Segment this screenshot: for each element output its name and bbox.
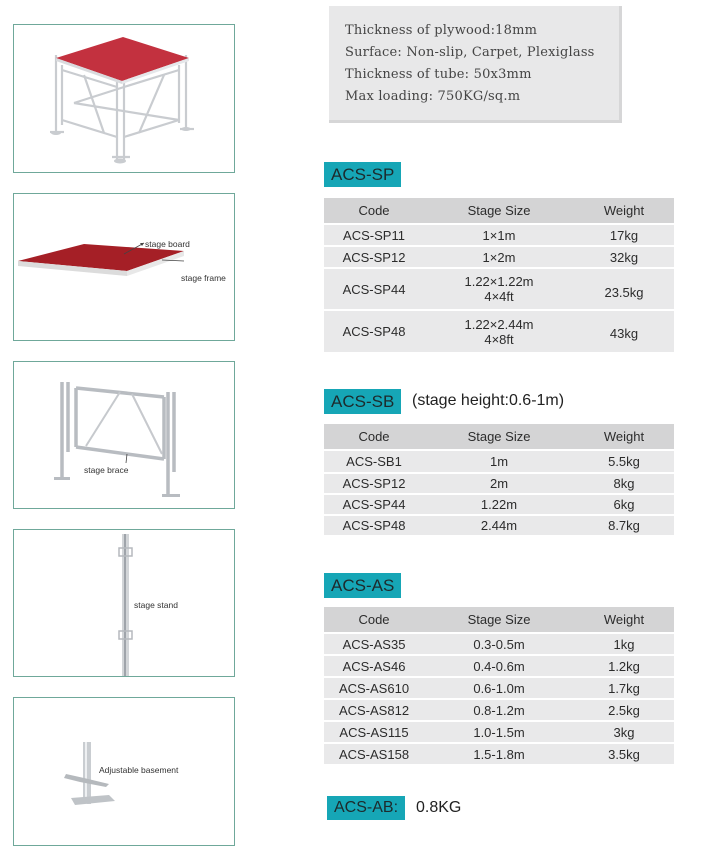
cell-code: ACS-SP48 (342, 518, 406, 533)
cell-code: ACS-AS610 (338, 680, 410, 696)
header-weight: Weight (603, 429, 645, 444)
acs-ab-weight: 0.8KG (416, 799, 462, 816)
table-row (324, 700, 674, 722)
table-row (324, 269, 674, 311)
cell-weight: 43kg (609, 326, 639, 341)
table-row (324, 474, 674, 495)
stage-stand-illustration (14, 530, 235, 677)
stage-brace-image (13, 361, 235, 509)
cell-code: ACS-SP12 (342, 476, 406, 491)
table-row (324, 744, 674, 766)
cell-size: 0.4-0.6m (473, 658, 525, 674)
cell-size: 2m (489, 476, 509, 491)
section-tag-acs-ab: ACS-AB: (327, 796, 405, 820)
table-row (324, 451, 674, 474)
cell-code: ACS-SP44 (342, 497, 406, 512)
cell-size-imperial: 4×8ft (484, 331, 514, 347)
stage-board-callout: stage board (145, 239, 190, 249)
stage-brace-callout: stage brace (84, 465, 129, 475)
cell-size: 0.3-0.5m (473, 636, 525, 652)
cell-weight: 32kg (609, 249, 639, 265)
cell-weight: 3kg (613, 724, 635, 740)
cell-size: 1×2m (482, 249, 516, 265)
table-row (324, 311, 674, 354)
cell-size-metric: 1.22×1.22m (464, 274, 534, 289)
table-acs-sp (324, 198, 674, 354)
cell-size: 0.8-1.2m (473, 702, 525, 718)
cell-size: 0.6-1.0m (473, 680, 525, 696)
header-code: Code (358, 203, 390, 218)
adjustable-basement-image (13, 697, 235, 846)
stage-platform-image (13, 24, 235, 173)
table-acs-sb (324, 424, 674, 537)
cell-size-metric: 1.22×2.44m (464, 316, 534, 332)
table-row (324, 247, 674, 269)
header-weight: Weight (603, 612, 645, 627)
header-code: Code (358, 429, 390, 444)
cell-size-imperial: 4×4ft (484, 289, 514, 304)
cell-code: ACS-AS35 (342, 636, 406, 652)
cell-weight: 1.7kg (608, 680, 640, 696)
table-header (324, 607, 674, 634)
cell-size: 1.22m (480, 497, 518, 512)
header-stage-size: Stage Size (467, 203, 531, 218)
table-header (324, 198, 674, 225)
header-code: Code (358, 612, 390, 627)
table-row (324, 516, 674, 537)
stage-board-illustration (14, 194, 235, 341)
table-row (324, 678, 674, 700)
table-row (324, 722, 674, 744)
section-tag-acs-sp: ACS-SP (324, 162, 401, 187)
stage-platform-illustration (14, 25, 235, 173)
table-row (324, 634, 674, 656)
spec-surface: Surface: Non-slip, Carpet, Plexiglass (345, 45, 595, 60)
cell-size: 2.44m (480, 518, 518, 533)
cell-size: 1.0-1.5m (473, 724, 525, 740)
header-stage-size: Stage Size (467, 612, 531, 627)
cell-weight: 23.5kg (604, 284, 644, 300)
cell-code: ACS-AS46 (342, 658, 406, 674)
cell-weight: 17kg (609, 227, 639, 243)
table-acs-as (324, 607, 674, 766)
cell-weight: 1.2kg (608, 658, 640, 674)
cell-code: ACS-SP48 (342, 324, 406, 339)
spec-max-loading: Max loading: 750KG/sq.m (345, 89, 521, 104)
stage-stand-image (13, 529, 235, 677)
stage-brace-illustration (14, 362, 235, 509)
section-tag-acs-sb: ACS-SB (324, 389, 401, 414)
section-tag-acs-as: ACS-AS (324, 573, 401, 598)
cell-size (424, 317, 574, 347)
cell-code: ACS-SB1 (346, 454, 402, 469)
spec-box (329, 6, 622, 123)
spec-tube-thickness: Thickness of tube: 50x3mm (345, 67, 532, 82)
cell-weight: 8kg (613, 476, 635, 491)
cell-code: ACS-AS812 (338, 702, 410, 718)
stage-stand-callout: stage stand (134, 600, 178, 610)
table-row (324, 495, 674, 516)
stage-frame-callout: stage frame (181, 273, 226, 283)
cell-weight: 3.5kg (608, 746, 640, 762)
cell-code: ACS-AS158 (338, 746, 410, 762)
header-stage-size: Stage Size (467, 429, 531, 444)
table-row (324, 656, 674, 678)
table-header (324, 424, 674, 451)
cell-size (424, 274, 574, 304)
stage-height-note: (stage height:0.6-1m) (412, 392, 565, 409)
cell-weight: 2.5kg (608, 702, 640, 718)
cell-size: 1.5-1.8m (473, 746, 525, 762)
cell-code: ACS-SP12 (342, 249, 406, 265)
cell-code: ACS-AS115 (339, 724, 409, 740)
header-weight: Weight (603, 203, 645, 218)
cell-code: ACS-SP44 (342, 281, 406, 297)
cell-weight: 1kg (613, 636, 635, 652)
cell-code: ACS-SP11 (343, 227, 405, 243)
cell-weight: 6kg (613, 497, 635, 512)
table-row (324, 225, 674, 247)
adjustable-basement-callout: Adjustable basement (99, 765, 179, 775)
cell-weight: 5.5kg (608, 454, 640, 469)
stage-board-image (13, 193, 235, 341)
cell-size: 1×1m (482, 227, 516, 243)
cell-size: 1m (489, 454, 509, 469)
spec-plywood-thickness: Thickness of plywood:18mm (345, 23, 538, 38)
cell-weight: 8.7kg (608, 518, 640, 533)
